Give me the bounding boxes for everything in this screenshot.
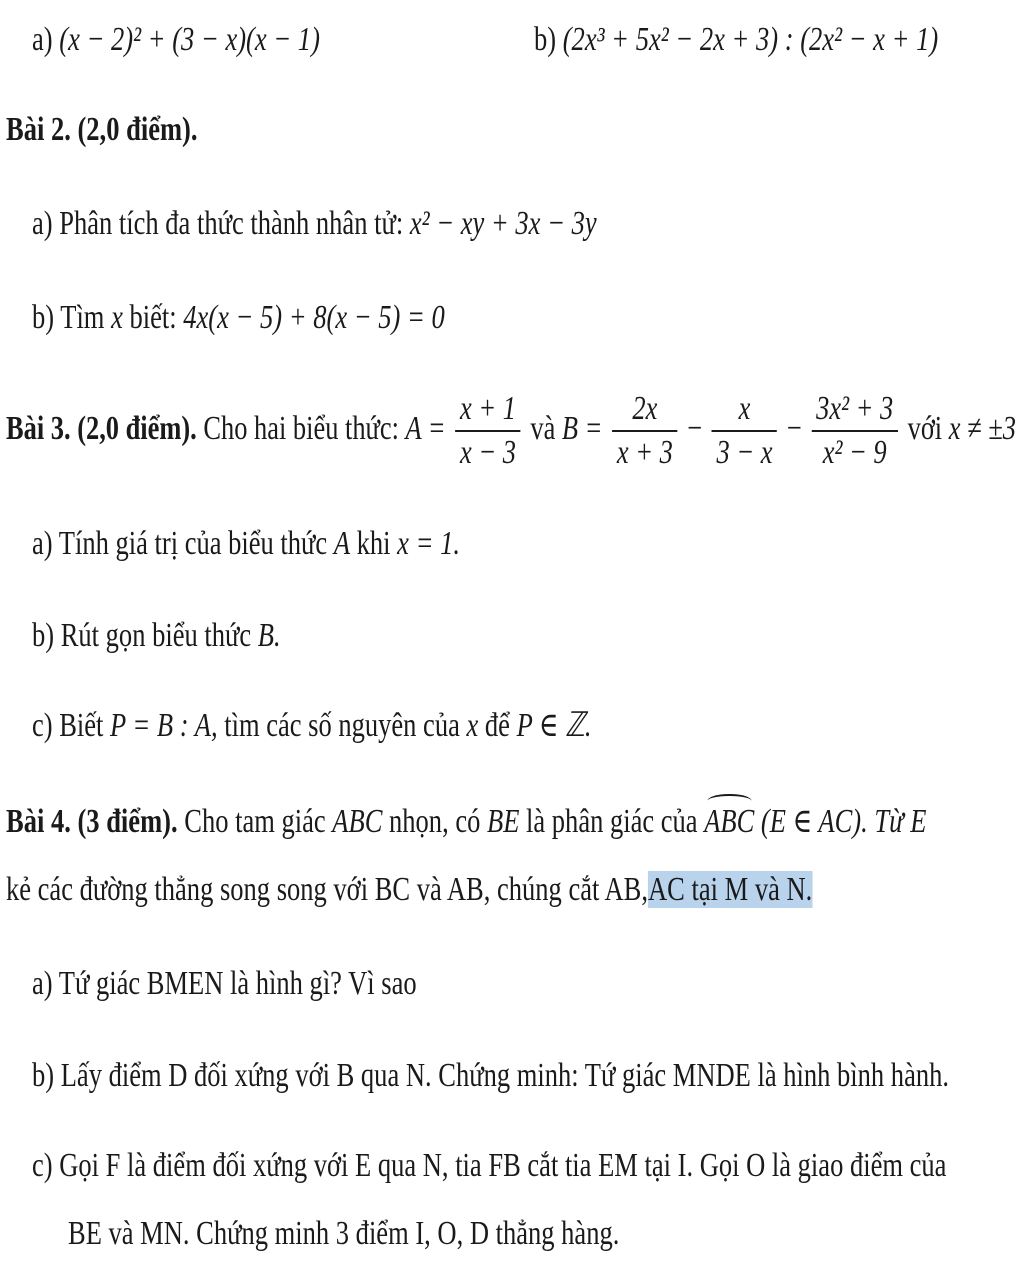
bai2-b-expression: 4x(x − 5) + 8(x − 5) = 0 [183, 299, 445, 336]
bai4-line1-text-c: là phân giác của [526, 803, 698, 840]
bai4-b: b) Lấy điểm D đối xứng với B qua N. Chứng minh: Tứ giác MNDE là hình bình hành. [32, 1057, 949, 1094]
fraction-b3 [811, 388, 897, 474]
bai3-a-expression: x = 1. [397, 525, 461, 562]
bai3-a-var: A [333, 525, 351, 562]
bai2-heading: Bài 2. (2,0 điểm). [6, 111, 198, 148]
bai4-line1-text-a: Cho tam giác [184, 803, 326, 840]
bai4-c-line1: c) Gọi F là điểm đối xứng với E qua N, tia FB cắt tia EM tại I. Gọi O là giao điểm của [32, 1147, 947, 1184]
bai4-triangle-name: ABC [332, 803, 383, 840]
and-word: và [530, 409, 556, 447]
bai2-a [32, 202, 597, 246]
fraction-a-denominator: x − 3 [455, 430, 520, 474]
fraction-b2-numerator: x [738, 390, 751, 427]
highlighted-text[interactable]: AC tại M và N. [648, 871, 813, 908]
bai1-b [534, 18, 938, 62]
fraction-b1 [612, 388, 677, 474]
bai3-intro: Cho hai biểu thức: [203, 409, 399, 447]
bai4-a: a) Tứ giác BMEN là hình gì? Vì sao [32, 965, 417, 1002]
bai4-line2-text: kẻ các đường thẳng song song với BC và AB, chúng cắt AB, [6, 871, 649, 908]
bai3-c-text2: tìm các số nguyên của [224, 707, 460, 744]
expr-b-eq: B = [561, 409, 603, 447]
bai3-b-text: b) Rút gọn biểu thức [32, 617, 252, 654]
minus-sign: − [786, 409, 802, 447]
bai3-c-expression: P = B : A, [110, 707, 218, 744]
fraction-b2 [712, 388, 777, 474]
bai4-line1 [6, 800, 926, 844]
bai1-b-expression: (2x³ + 5x² − 2x + 3) : (2x² − x + 1) [562, 21, 939, 58]
bai4-c-line2: BE và MN. Chứng minh 3 điểm I, O, D thẳng hàng. [68, 1215, 620, 1252]
fraction-a [455, 388, 520, 474]
fraction-b1-denominator: x + 3 [612, 430, 677, 474]
condition-expression: x ≠ ±3 [948, 409, 1016, 447]
bai2-b-text2: biết: [129, 299, 177, 336]
minus-sign: − [687, 409, 703, 447]
bai1-a-label: a) [32, 21, 53, 58]
bai3-b [32, 614, 281, 658]
bai3-a [32, 522, 460, 566]
bai3-heading: Bài 3. (2,0 điểm). [6, 409, 197, 447]
bai1-b-label: b) [534, 21, 557, 58]
bai3-c-text: c) Biết [32, 707, 104, 744]
fraction-b3-denominator: x² − 9 [811, 430, 897, 474]
expr-a-eq: A = [405, 409, 446, 447]
bai4-line1-text-b: nhọn, có [389, 803, 481, 840]
angle-abc: ABC [704, 800, 754, 844]
fraction-a-numerator: x + 1 [460, 390, 517, 427]
bai3-c-text3: để [484, 707, 510, 744]
bai2-b-text: b) Tìm [32, 299, 105, 336]
condition-text: với [907, 409, 943, 447]
fraction-b2-denominator: 3 − x [712, 430, 777, 474]
bai4-heading: Bài 4. (3 điểm). [6, 803, 178, 840]
bai3-a-text2: khi [356, 525, 391, 562]
bai3-a-text: a) Tính giá trị của biểu thức [32, 525, 328, 562]
bai2-a-text: a) Phân tích đa thức thành nhân tử: [32, 205, 404, 242]
bai2-b [32, 296, 445, 340]
bai3-heading-line [6, 388, 1016, 474]
bai4-line1-text-d: (E ∈ AC). Từ E [760, 803, 927, 840]
fraction-b3-numerator: 3x² + 3 [816, 390, 894, 427]
bai1-a-expression: (x − 2)² + (3 − x)(x − 1) [59, 21, 320, 58]
fraction-b1-numerator: 2x [632, 390, 658, 427]
bai4-line2 [6, 868, 812, 912]
bai4-bisector-name: BE [486, 803, 520, 840]
bai3-c-var: x [466, 707, 479, 744]
bai3-b-var: B. [257, 617, 281, 654]
bai3-c [32, 704, 592, 748]
bai3-c-expression2: P ∈ ℤ. [516, 707, 592, 744]
bai2-b-var: x [111, 299, 123, 336]
bai1-a [32, 18, 320, 62]
bai2-a-expression: x² − xy + 3x − 3y [409, 205, 597, 242]
